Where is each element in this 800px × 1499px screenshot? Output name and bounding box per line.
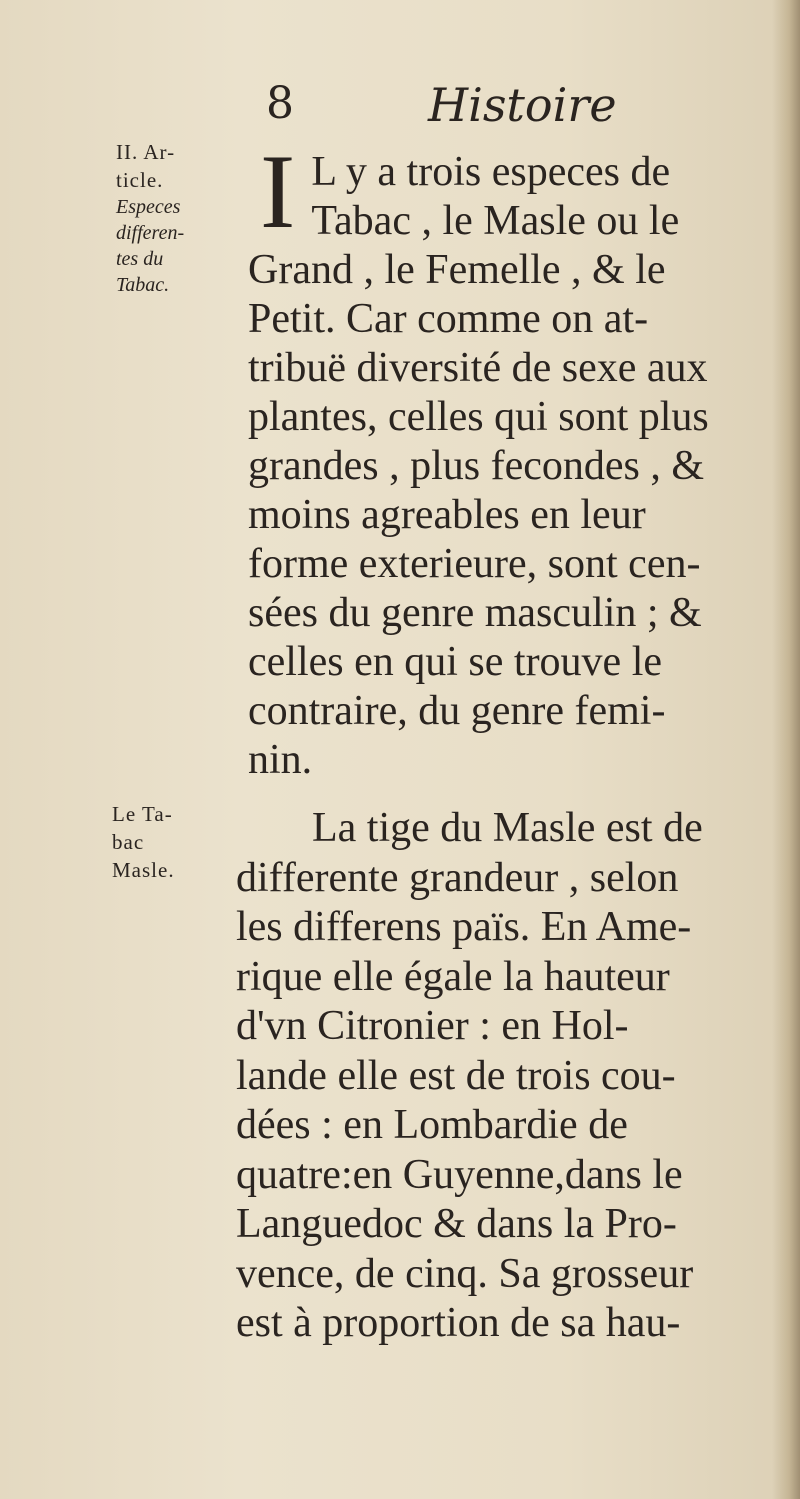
text-line: les differens païs. En Ame- — [236, 904, 692, 950]
margin-note-line: Tabac. — [116, 274, 170, 296]
text-line: quatre:en Guyenne,dans le — [236, 1151, 683, 1198]
margin-note-line: II. Ar- — [116, 140, 176, 164]
text-line: celles en qui se trouve le — [248, 639, 663, 685]
page-number: 8 — [266, 78, 294, 129]
running-title: Histoire — [428, 78, 617, 132]
text-line: Languedoc & dans la Pro- — [236, 1201, 677, 1247]
margin-note-line: Especes — [116, 196, 181, 218]
text-line: forme exterieure, sont cen- — [248, 541, 701, 587]
text-line: contraire, du genre femi- — [248, 688, 666, 734]
paragraph-2 — [236, 804, 756, 1349]
text-line: grandes , plus fecondes , & — [248, 443, 705, 489]
text-line: Petit. Car comme on at- — [248, 296, 649, 342]
margin-note-line: Le Ta- — [112, 802, 173, 826]
margin-note-article — [116, 138, 246, 298]
text-line: L y a trois especes de — [311, 149, 671, 195]
page-header — [0, 78, 800, 138]
margin-note-line: Masle. — [112, 858, 175, 882]
margin-note-male — [112, 800, 242, 884]
margin-note-line: bac — [112, 830, 145, 854]
drop-cap: I — [260, 133, 296, 250]
text-line: d'vn Citronier : en Hol- — [236, 1003, 629, 1049]
text-line: differente grandeur , selon — [236, 854, 679, 901]
text-line: Tabac , le Masle ou le — [311, 198, 680, 244]
text-line: rique elle égale la hauteur — [236, 953, 670, 1000]
text-line: plantes, celles qui sont plus — [248, 394, 709, 440]
margin-note-line: differen- — [116, 222, 185, 244]
margin-note-line: ticle. — [116, 168, 164, 192]
text-line: tribuë diversité de sexe aux — [248, 345, 708, 391]
text-line: nin. — [248, 737, 313, 783]
text-line: sées du genre masculin ; & — [248, 590, 702, 636]
text-line: est à proportion de sa hau- — [236, 1300, 681, 1346]
text-line: dées : en Lombardie de — [236, 1102, 628, 1148]
text-line: moins agreables en leur — [248, 492, 646, 538]
margin-note-line: tes du — [116, 248, 164, 270]
paragraph-1 — [248, 133, 756, 785]
text-line: Grand , le Femelle , & le — [248, 247, 666, 293]
page-gutter-shadow — [772, 0, 800, 1499]
text-line: vence, de cinq. Sa grosseur — [236, 1250, 694, 1297]
text-line: La tige du Masle est de — [312, 805, 703, 851]
text-line: lande elle est de trois cou- — [236, 1052, 676, 1099]
